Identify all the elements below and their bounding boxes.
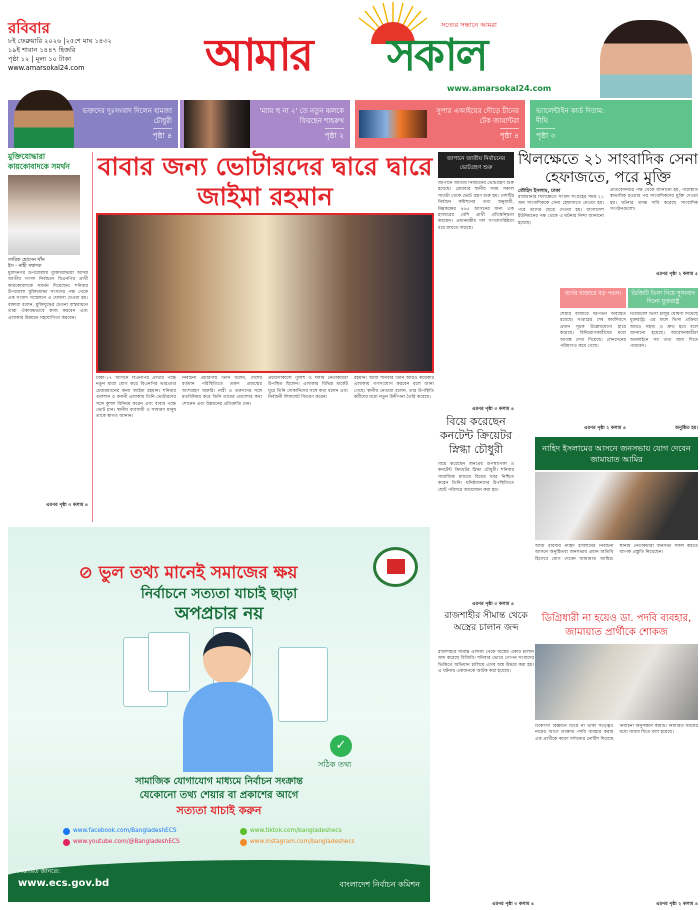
teaser-page: পৃষ্ঠা ৩	[536, 128, 555, 143]
degree-body: চিকিৎসা বিজ্ঞানে ডিগ্রি না থাকা সত্ত্বেও নামের আগে ডাক্তার পদবি ব্যবহার করায় এক প্রার্থীকে কারণ দর্শানোর নোটিশ দিয়েছে নির্বাচনী অনুসন্ধান কমিটি। নির্ধারিত সময়ের মধ্যে জবাব দিতে বলা হয়েছে।	[535, 724, 698, 742]
teaser-text: ভ্যালেন্টাইন কার্ড দিতাম: দীঘি	[536, 107, 605, 125]
ecs-website-link[interactable]: www.ecs.gov.bd	[18, 878, 110, 889]
khilkhet-body-col-2: প্রতিবেদনটির পক্ষ থেকে জানানো হয়, পরিস্থিতি স্বাভাবিক হওয়ার পর সাংবাদিকদের মুক্তি দেওয়া হয়। ঘটনার তদন্ত দাবি করেছে সাংবাদিক সংগঠনগুলো।	[610, 188, 698, 213]
ad-line-3: অপপ্রচার নয়	[174, 604, 264, 624]
continued-label: এরপর পৃষ্ঠা ৩ কলাম ৪	[472, 407, 514, 412]
continued-label: এরপর পৃষ্ঠা ২ কলাম ৪	[584, 426, 626, 431]
pages-price: পৃষ্ঠা ১২ | মূল্য ১০ টাকা	[8, 55, 72, 63]
left-story-body: মুরাদনগর উপজেলায় মুক্তিযোদ্ধারা আসন্ন জাতীয় সংসদ নির্বাচনে বিএনপির প্রার্থী কায়কোবাদকে সমর্থন দিয়েছেন। শনিবার উপজেলা মুক্তিযোদ্ধা সংসদের পক্ষ থেকে এক সংবাদ সম্মেলনে এ ঘোষণা দেওয়া হয়। বক্তারা বলেন, মুক্তিযুদ্ধের চেতনা বাস্তবায়নে তারা ঐক্যবদ্ধভাবে কাজ করবেন এবং এলাকার উন্নয়নে সহযোগিতা করবেন।	[8, 270, 88, 321]
profile-screen-mockup	[148, 632, 190, 692]
ec-emblem-icon	[373, 547, 418, 587]
left-story-photo	[8, 175, 80, 255]
continued-label: অনুষ্ঠিত হয়।	[675, 426, 698, 431]
youtube-screen-mockup	[278, 647, 328, 722]
ad-line-2: নির্বাচনে সত্যতা যাচাই ছাড়া	[140, 586, 298, 602]
continued-label: এরপর পৃষ্ঠা ২ কলাম ৪	[656, 902, 698, 907]
instagram-link[interactable]: www.instagram.com/bangladeshecs	[240, 838, 355, 846]
khilkhet-body-col-1: রাজধানীর খিলক্ষেতে সংবাদ সংগ্রহের সময় ২১ জন সাংবাদিককে সেনা হেফাজতে নেওয়া হয়। পরে তাদের ছেড়ে দেওয়া হয়। বাংলাদেশ ইউনিয়নের পক্ষ থেকে এ ঘটনার নিন্দা জানানো হয়েছে।	[518, 195, 604, 226]
newspaper-logo[interactable]	[205, 0, 552, 95]
nahid-body: আজ রবিবার নাহিদ ইসলামের নির্বাচনী আসনে অনুষ্ঠিতব্য জনসভায় প্রধান অতিথি হিসেবে যোগ দেবেন জামায়াত আমির। স্থানীয় নেতাকর্মীরা জনসভা সফল করতে ব্যাপক প্রস্তুতি নিয়েছেন।	[535, 544, 698, 562]
instagram-icon	[240, 839, 247, 846]
marriage-headline[interactable]: বিয়ে করেছেন কনটেন্ট ক্রিয়েটর স্নিগ্ধা চৌধুরী	[439, 415, 513, 456]
marriage-body: বিয়ে করেছেন জনপ্রিয় উপস্থাপিকা ও কনটেন্ট ক্রিয়েটর স্নিগ্ধা চৌধুরী। শনিবার সামাজিক মাধ্যমে বিয়ের খবর নিশ্চিত করেন তিনি। ঘনিষ্ঠজনদের উপস্থিতিতে ছোট পরিসরে আয়োজন করা হয়।	[438, 462, 514, 493]
teaser-page: পৃষ্ঠা ৪	[153, 128, 172, 143]
facebook-link[interactable]: www.facebook.com/BangladeshECS	[63, 827, 177, 835]
japan-headline[interactable]: জাপানে জাতীয় নির্বাচনের ভোটগ্রহণ শুরু	[438, 152, 514, 178]
lead-body-col-1: ঢাকা-১৭ আসনে বিএনপির প্রার্থীর পক্ষে নতুন মাত্রা যোগ করে বিএনপির ভারপ্রাপ্ত চেয়ারম্যানের কন্যা জাইমা রহমান। শনিবার গুলশান ও বনানী এলাকায় তিনি ভোটারদের সঙ্গে কুশল বিনিময় করেন এবং বাবার পক্ষে ভোট চান। স্থানীয় ব্যবসায়ী ও সাধারণ মানুষ তাকে স্বাগত জানান।	[96, 376, 176, 420]
date-hijri: ১৯ই শাবান ১৪৪৭ হিজরি	[8, 46, 76, 54]
lead-body-col-3: প্রচারণাকালে পুলিশ ও দলীয় নেতাকর্মীরা উপস্থিত ছিলেন। এলাকার বিভিন্ন মার্কেট ঘুরে তিনি দোকানিদের সঙ্গে কথা বলেন এবং নির্বাচনী লিফলেট বিতরণ করেন।	[268, 376, 348, 401]
continued-label: এরপর পৃষ্ঠা ৩ কলাম ৪	[472, 602, 514, 607]
teaser-text: 'ম্যায় হু না ২' তে নতুন ঝলকে ফিরছেন শাহরুখ	[259, 107, 344, 125]
youtube-link[interactable]: www.youtube.com/@BangladeshECS	[63, 838, 180, 846]
japan-body: জাপানে জাতীয় নির্বাচনের ভোটগ্রহণ শুরু হয়েছে। রোববার স্থানীয় সময় সকাল সাতটা থেকে ভোট গ্রহণ শুরু হয়। দেশটির নির্বাচন কমিশনের তথ্য অনুযায়ী, নিম্নকক্ষের ৪৬৫ আসনের জন্য এক হাজারের বেশি প্রার্থী প্রতিদ্বন্দ্বিতা করছেন। প্রধানমন্ত্রীর দল সংখ্যাগরিষ্ঠতা ধরে রাখতে লড়ছে।	[438, 181, 514, 231]
rajshahi-headline[interactable]: রাজশাহীর সীমান্ত থেকে অস্ত্রের চালান জব্দ	[444, 611, 528, 633]
khilkhet-byline: তৌহিদ ইসলাম, ঢাকা	[518, 188, 561, 194]
left-story	[8, 152, 88, 509]
lead-body-col-4: রহমান। আজ শনিবার তিনি আরও কয়েকটি এলাকায় গণসংযোগ করবেন বলে জানা গেছে। স্থানীয় নেতারা বলেন, তার উপস্থিতি কর্মীদের মধ্যে নতুন উদ্দীপনা তৈরি করেছে।	[354, 376, 434, 401]
weekday: রবিবার	[8, 19, 50, 37]
more-info-label: বিস্তারিত জানতে:	[18, 868, 61, 875]
degree-headline[interactable]: ডিগ্রিধারী না হয়েও ডা. পদবি ব্যবহার, জামায়াত প্রার্থীকে শোকজ	[541, 613, 692, 638]
column-divider	[92, 152, 93, 522]
ad-line-1: ⊘ ভুল তথ্য মানেই সমাজের ক্ষয়	[78, 563, 298, 583]
date-bangla: ৮ই ফেব্রুয়ারি ২০২৬ |২৫শে মাঘ ১৪৩২	[8, 37, 112, 45]
film-still-photo	[184, 100, 250, 148]
actress-photo	[600, 20, 692, 98]
ad-message-1: সামাজিক যোগাযোগ মাধ্যমে নির্বাচন সংক্রান্ত	[135, 776, 303, 787]
nahid-photo	[535, 472, 698, 540]
lead-photo	[96, 213, 434, 373]
date-block	[8, 20, 208, 73]
teaser-hamza[interactable]	[8, 100, 178, 148]
teaser-shahrukh[interactable]	[180, 100, 350, 148]
person-head	[203, 632, 251, 684]
facebook-icon	[63, 828, 70, 835]
degree-photo	[535, 644, 698, 720]
japan-story	[438, 181, 514, 413]
hamza-photo	[14, 90, 74, 148]
continued-label: এরপর পৃষ্ঠা ৩ কলাম ৪	[492, 902, 534, 907]
us-visa-body: ডিজিটাল ভিসা চালুর ঘোষণা দিয়েছে যুক্তরাষ্ট্র। এর ফলে ভিসা প্রক্রিয়া আরও সহজ ও দ্রুত হবে বলে জানানো হয়েছে। আবেদনকারীরা অনলাইনে সব তথ্য জমা দিতে পারবেন।	[630, 312, 698, 350]
teaser-text: সুপার এআইয়ের দৌড়ে চীনের টেক জায়ান্টরা	[436, 107, 519, 125]
teaser-dighi[interactable]	[530, 100, 692, 148]
lead-body-col-2: নির্বাচনী প্রচারণায় তিনি বলেন, দেশের বর্তমান পরিস্থিতিতে তরুণ প্রজন্মের অংশগ্রহণ জরুরি। নারী ও তরুণদের সঙ্গে মতবিনিময় করে তিনি তাদের প্রত্যাশার কথা শোনেন এবং উন্নয়নের প্রতিশ্রুতি দেন।	[182, 376, 262, 407]
election-commission-name: বাংলাদেশ নির্বাচন কমিশন	[339, 880, 420, 889]
ai-illustration	[359, 110, 427, 138]
teaser-text: ভক্তদের দুঃসংবাদ দিলেন হামজা চৌধুরী	[82, 107, 172, 125]
rajshahi-body: রাজশাহীর সীমান্ত এলাকা থেকে অস্ত্রের একটি চালান জব্দ করেছে বিজিবি। শনিবার ভোরে গোপন সংবাদের ভিত্তিতে অভিযান চালিয়ে এসব অস্ত্র উদ্ধার করা হয়। এ ঘটনায় একজনকে আটক করা হয়েছে।	[438, 650, 534, 675]
lead-headline[interactable]: বাবার জন্য ভোটারদের দ্বারে দ্বারে জাইমা রহমান	[97, 152, 433, 211]
logo-tagline: সত্যের সন্ধানে আমরা	[441, 21, 497, 29]
khilkhet-headline[interactable]: খিলক্ষেতে ২১ সাংবাদিক সেনা হেফাজতে, পরে মুক্তি	[518, 150, 698, 186]
website-link[interactable]: www.amarsokal24.com	[8, 64, 85, 72]
teaser-page: পৃষ্ঠা ৪	[500, 128, 519, 143]
nahid-headline[interactable]: নাহিদ ইসলামের আসনে জনসভায় যোগ দেবেন জামায়াত আমির	[535, 437, 698, 470]
teaser-ai[interactable]	[355, 100, 525, 148]
stock-market-body: শেয়ার বাজারে দরপতন অব্যাহত রয়েছে। সপ্তাহের শেষ কার্যদিবসে প্রধান সূচক উল্লেখযোগ্য হারে কমেছে। বিনিয়োগকারীদের মধ্যে আতঙ্ক দেখা দিয়েছে। লেনদেনের পরিমাণও কমে গেছে।	[560, 312, 626, 350]
logo-word-amar: আমার	[205, 30, 312, 81]
tiktok-link[interactable]: www.tiktok.com/bangladeshecs	[240, 827, 342, 835]
teaser-page: পৃষ্ঠা ২	[325, 128, 344, 143]
ad-message-3: সত্যতা যাচাই করুন	[176, 804, 262, 817]
continued-label: এরপর পৃষ্ঠা ২ কলাম ৫	[656, 272, 698, 277]
left-story-headline[interactable]: মুক্তিযোদ্ধারা কায়কোবাদকে সমর্থন	[8, 152, 70, 171]
tiktok-icon	[240, 828, 247, 835]
correct-info-label: সঠিক তথ্য	[318, 760, 352, 769]
left-story-byline: তারিক হোসেন খাঁন ইস - নাহী সম্বাদক	[8, 258, 45, 270]
us-visa-headline[interactable]: ডিজিটি ভিসা নিয়ে সুসংবাদ দিলো যুক্তরাষ্ট্র	[628, 288, 698, 308]
prohibited-icon: ⊘	[78, 563, 99, 583]
logo-url: www.amarsokal24.com	[447, 84, 552, 93]
election-commission-ad[interactable]	[8, 527, 430, 902]
stock-market-headline[interactable]: বর্গের বাজারে বড় পতন।	[560, 288, 626, 308]
logo-word-sokal: সকাল	[387, 30, 487, 81]
ad-message-2: যেকোনো তথ্য শেয়ার বা প্রকাশের আগে	[139, 790, 299, 801]
youtube-icon	[63, 839, 70, 846]
checkmark-icon: ✓	[330, 735, 352, 757]
continued-label: এরপর পৃষ্ঠা ৩ কলাম ৪	[46, 502, 88, 508]
person-illustration	[183, 682, 273, 772]
